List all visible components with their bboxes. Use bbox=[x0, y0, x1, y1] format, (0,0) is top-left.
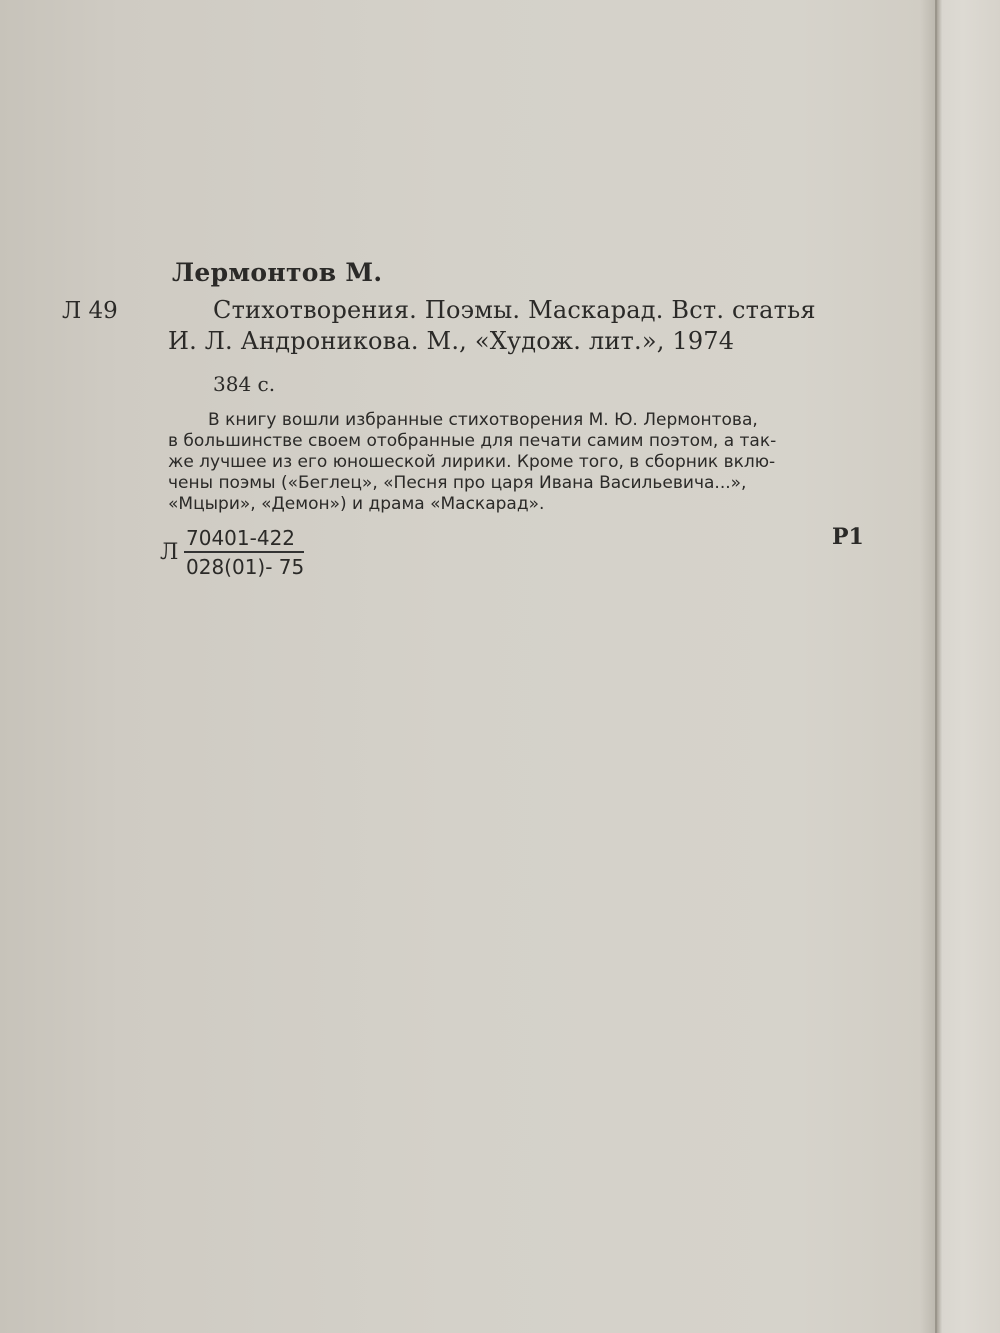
next-page-edge bbox=[935, 0, 1000, 1333]
annotation-line: в большинстве своем отобранные для печати самим поэтом, а так- bbox=[168, 431, 777, 451]
title-line-1: Стихотворения. Поэмы. Маскарад. Вст. статья bbox=[213, 296, 816, 324]
annotation-line: же лучшее из его юношеской лирики. Кроме того, в сборник вклю- bbox=[168, 452, 776, 472]
annotation bbox=[168, 410, 868, 515]
annotation-line: чены поэмы («Беглец», «Песня про царя Ивана Васильевича...», bbox=[168, 473, 747, 493]
fraction-rule bbox=[184, 551, 304, 553]
classification-code: Р1 bbox=[832, 524, 864, 550]
annotation-line: «Мцыри», «Демон») и драма «Маскарад». bbox=[168, 494, 545, 514]
shelf-mark: Л 49 bbox=[62, 298, 118, 324]
title-line-2: И. Л. Андроникова. М., «Худож. лит.», 1974 bbox=[168, 327, 735, 355]
index-denominator: 028(01)- 75 bbox=[186, 555, 305, 579]
annotation-line: В книгу вошли избранные стихотворения М. Ю. Лермонтова, bbox=[208, 410, 758, 430]
index-letter: Л bbox=[160, 540, 179, 565]
page-count: 384 с. bbox=[213, 372, 276, 396]
author-name: Лермонтов М. bbox=[172, 258, 383, 287]
index-numerator: 70401-422 bbox=[186, 526, 296, 550]
